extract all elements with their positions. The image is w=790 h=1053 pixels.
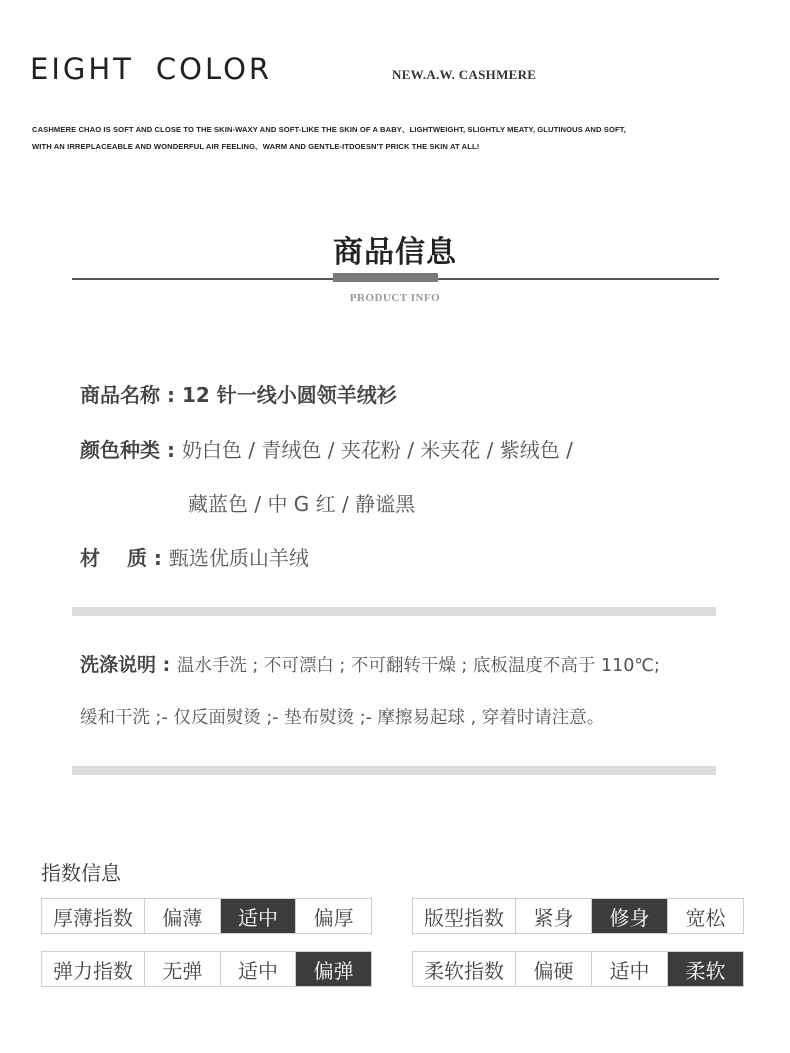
index-label: 厚薄指数 bbox=[53, 905, 133, 930]
index-option: 适中 bbox=[220, 899, 296, 933]
washing-row bbox=[80, 650, 660, 677]
color-value-line-2: 藏蓝色 / 中 G 红 / 静谧黑 bbox=[188, 492, 416, 516]
index-option: 紧身 bbox=[515, 899, 591, 933]
description-line-2: WITH AN IRREPLACEABLE AND WONDERFUL AIR FEELING、WARM AND GENTLE-ITDOESN'T PRICK THE SKIN AT ALL! bbox=[32, 142, 480, 151]
index-label: 弹力指数 bbox=[53, 958, 133, 983]
index-option: 修身 bbox=[591, 899, 667, 933]
color-row bbox=[80, 434, 573, 463]
index-table-fit bbox=[412, 898, 744, 934]
title-accent-bar bbox=[333, 273, 438, 282]
brand-word-2: COLOR bbox=[155, 52, 273, 86]
divider-bar-2 bbox=[72, 766, 716, 775]
washing-line-2: 缓和干洗 ;- 仅反面熨烫 ;- 垫布熨烫 ;- 摩擦易起球 , 穿着时请注意。 bbox=[80, 708, 605, 728]
index-label: 版型指数 bbox=[424, 905, 504, 930]
index-option: 柔软 bbox=[667, 952, 743, 986]
section-title: 商品信息 bbox=[333, 235, 457, 270]
index-table-softness bbox=[412, 951, 744, 987]
index-option: 偏厚 bbox=[295, 899, 371, 933]
material-label: 材 质 : bbox=[80, 546, 169, 570]
product-name-value: 12 针一线小圆领羊绒衫 bbox=[181, 383, 397, 407]
brand-subtitle: NEW.A.W. CASHMERE bbox=[392, 67, 537, 82]
product-name-label: 商品名称 : bbox=[80, 383, 182, 407]
description-line-1: CASHMERE CHAO IS SOFT AND CLOSE TO THE SKIN-WAXY AND SOFT-LIKE THE SKIN OF A BABY、LIGHTWEIGHT, SLIGHTLY MEATY, GLUTINOUS AND SOFT, bbox=[32, 125, 626, 134]
index-option: 偏硬 bbox=[515, 952, 591, 986]
index-option: 偏薄 bbox=[144, 899, 220, 933]
product-name-row bbox=[80, 379, 397, 408]
washing-line-1: 温水手洗 ; 不可漂白 ; 不可翻转干燥 ; 底板温度不高于 110℃; bbox=[176, 656, 660, 676]
index-table-elasticity bbox=[41, 951, 372, 987]
index-option: 适中 bbox=[591, 952, 667, 986]
brand-word-1: EIGHT bbox=[30, 52, 134, 86]
index-label: 柔软指数 bbox=[424, 958, 504, 983]
index-table-thickness bbox=[41, 898, 372, 934]
washing-label: 洗涤说明 : bbox=[80, 654, 177, 676]
color-label: 颜色种类 : bbox=[80, 438, 182, 462]
color-value-line-1: 奶白色 / 青绒色 / 夹花粉 / 米夹花 / 紫绒色 / bbox=[181, 438, 573, 462]
brand-description bbox=[32, 121, 732, 155]
index-option: 无弹 bbox=[144, 952, 220, 986]
index-option: 宽松 bbox=[667, 899, 743, 933]
divider-bar-1 bbox=[72, 607, 716, 616]
index-option: 适中 bbox=[220, 952, 296, 986]
material-row bbox=[80, 542, 309, 571]
index-heading: 指数信息 bbox=[41, 861, 121, 885]
material-value: 甄选优质山羊绒 bbox=[168, 546, 309, 570]
index-option: 偏弹 bbox=[295, 952, 371, 986]
section-subtitle: PRODUCT INFO bbox=[349, 292, 441, 304]
brand-title bbox=[30, 52, 272, 86]
